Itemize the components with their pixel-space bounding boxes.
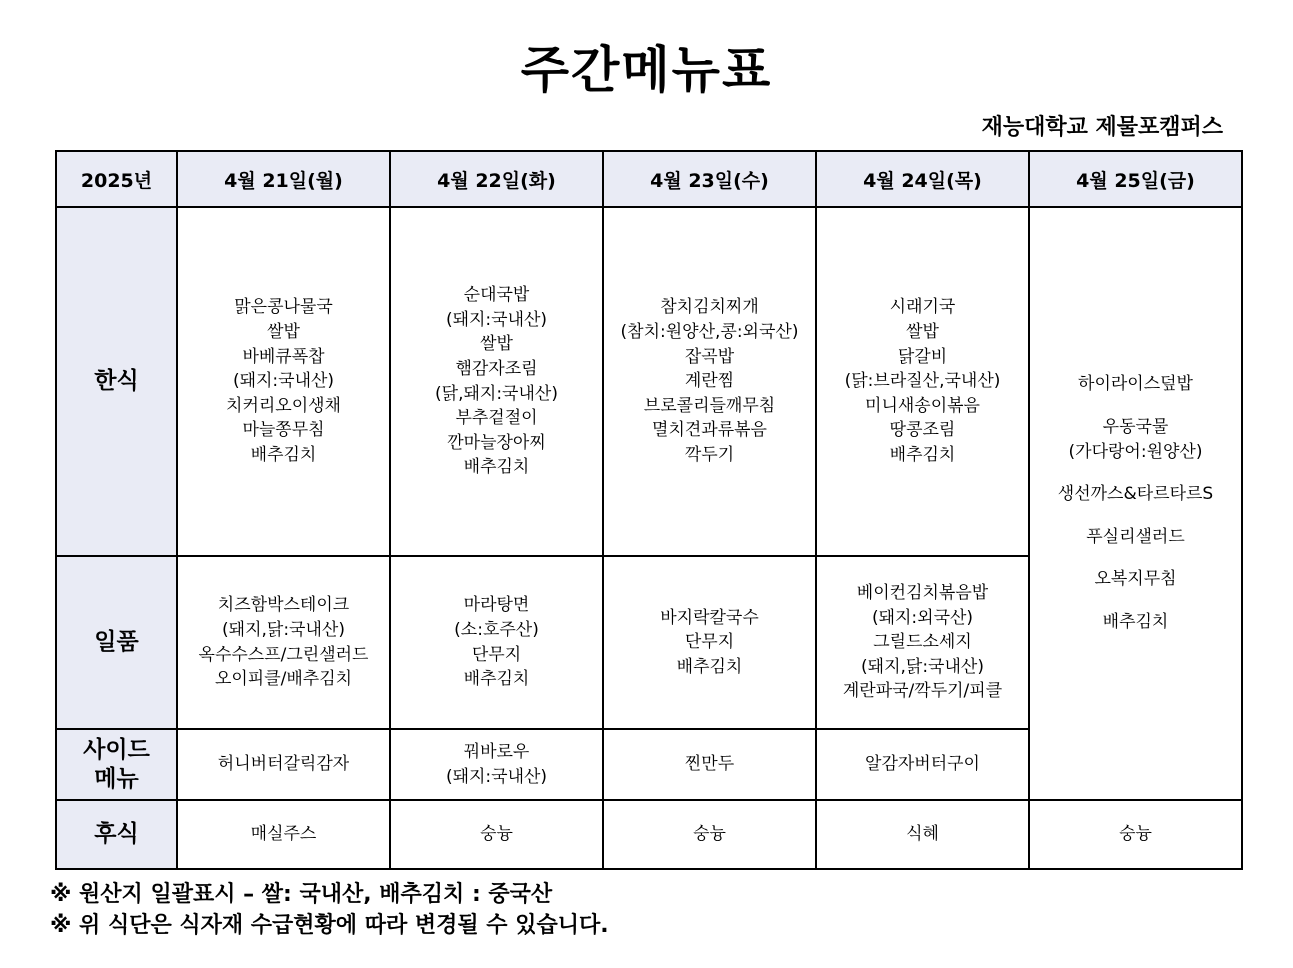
- menu-item: 옥수수스프/그린샐러드: [198, 644, 369, 665]
- dessert-cell: 매실주스: [177, 800, 390, 869]
- friday-menu-cell: [1029, 207, 1242, 800]
- day-header-thu: 4월 24일(목): [816, 151, 1029, 207]
- header-row: [56, 151, 1242, 207]
- day-header-fri: 4월 25일(금): [1029, 151, 1242, 207]
- menu-item: 닭갈비 (닭:브라질산,국내산): [844, 346, 1001, 392]
- korean-cell: [603, 207, 816, 556]
- menu-item: 부추겉절이: [455, 408, 538, 429]
- menu-item: 배추김치: [676, 656, 743, 677]
- menu-item: 브로콜리들깨무침: [643, 395, 776, 416]
- single-cell: [177, 556, 390, 729]
- side-cell: 허니버터갈릭감자: [177, 729, 390, 800]
- menu-item: 멸치견과류볶음: [652, 420, 767, 441]
- menu-item: 참치김치찌개 (참치:원양산,콩:외국산): [620, 297, 799, 342]
- menu-item: 쌀밥: [480, 334, 513, 355]
- menu-item: 그릴드소세지 (돼지,닭:국내산): [861, 632, 984, 677]
- menu-item: 생선까스&타르타르S: [1057, 484, 1214, 505]
- side-cell: 찐만두: [603, 729, 816, 800]
- footnote-origin: ※ 원산지 일괄표시 – 쌀: 국내산, 배추김치 : 중국산: [50, 882, 553, 907]
- day-header-tue: 4월 22일(화): [390, 151, 603, 207]
- year-header: 2025년: [56, 151, 177, 207]
- menu-item: 단무지: [471, 644, 522, 665]
- day-header-mon: 4월 21일(월): [177, 151, 390, 207]
- weekly-menu-table: [55, 150, 1243, 870]
- page-title: 주간메뉴표: [520, 41, 773, 99]
- menu-item: 햄감자조림 (닭,돼지:국내산): [435, 358, 558, 404]
- campus-name: 재능대학교 제물포캠퍼스: [981, 115, 1223, 140]
- side-cell: 꿔바로우 (돼지:국내산): [390, 729, 603, 800]
- menu-item: 배추김치: [250, 445, 317, 466]
- dessert-cell: 숭늉: [390, 800, 603, 869]
- menu-item: 마늘쫑무침: [242, 420, 325, 441]
- menu-item: 배추김치: [889, 445, 956, 466]
- menu-item: 계란찜: [684, 371, 735, 392]
- menu-item: 쌀밥: [267, 321, 300, 342]
- menu-item: 베이컨김치볶음밥 (돼지:외국산): [856, 582, 989, 628]
- category-dessert: 후식: [56, 800, 177, 869]
- single-cell: [390, 556, 603, 729]
- menu-item: 깍두기: [684, 445, 735, 466]
- category-side: 사이드 메뉴: [56, 729, 177, 800]
- menu-item: 배추김치: [1102, 612, 1169, 633]
- dessert-cell: 숭늉: [1029, 800, 1242, 869]
- menu-item: 푸실리샐러드: [1086, 526, 1185, 547]
- menu-item: 하이라이스덮밥: [1078, 374, 1193, 395]
- menu-item: 치즈함박스테이크 (돼지,닭:국내산): [217, 595, 350, 640]
- category-korean: 한식: [56, 207, 177, 556]
- menu-item: 바베큐폭찹 (돼지:국내산): [232, 346, 335, 392]
- menu-item: 우동국물 (가다랑어:원양산): [1068, 416, 1203, 462]
- menu-item: 오복지무침: [1094, 569, 1177, 590]
- dessert-cell: 숭늉: [603, 800, 816, 869]
- menu-item: 쌀밥: [906, 321, 939, 342]
- menu-item: 깐마늘장아찌: [447, 432, 546, 453]
- single-cell: [816, 556, 1029, 729]
- korean-cell: [816, 207, 1029, 556]
- side-cell: 알감자버터구이: [816, 729, 1029, 800]
- dessert-cell: 식혜: [816, 800, 1029, 869]
- menu-item: 잡곡밥: [684, 346, 735, 367]
- menu-item: 단무지: [684, 632, 735, 653]
- menu-item: 배추김치: [463, 457, 530, 478]
- menu-item: 바지락칼국수: [660, 607, 759, 628]
- single-cell: [603, 556, 816, 729]
- menu-item: 맑은콩나물국: [234, 297, 333, 318]
- dessert-row: [56, 800, 1242, 869]
- menu-item: 배추김치: [463, 669, 530, 690]
- day-header-wed: 4월 23일(수): [603, 151, 816, 207]
- category-single: 일품: [56, 556, 177, 729]
- menu-item: 계란파국/깍두기/피클: [842, 681, 1003, 702]
- korean-row: [56, 207, 1242, 556]
- menu-item: 땅콩조림: [889, 420, 956, 441]
- menu-item: 시래기국: [889, 297, 956, 318]
- korean-cell: [177, 207, 390, 556]
- footnote-notice: ※ 위 식단은 식자재 수급현황에 따라 변경될 수 있습니다.: [50, 913, 609, 938]
- menu-item: 미니새송이볶음: [865, 395, 980, 416]
- korean-cell: [390, 207, 603, 556]
- menu-item: 치커리오이생채: [226, 395, 341, 416]
- menu-item: 마라탕면 (소:호주산): [454, 595, 539, 640]
- menu-item: 오이피클/배추김치: [214, 669, 353, 690]
- menu-item: 순대국밥 (돼지:국내산): [445, 284, 548, 330]
